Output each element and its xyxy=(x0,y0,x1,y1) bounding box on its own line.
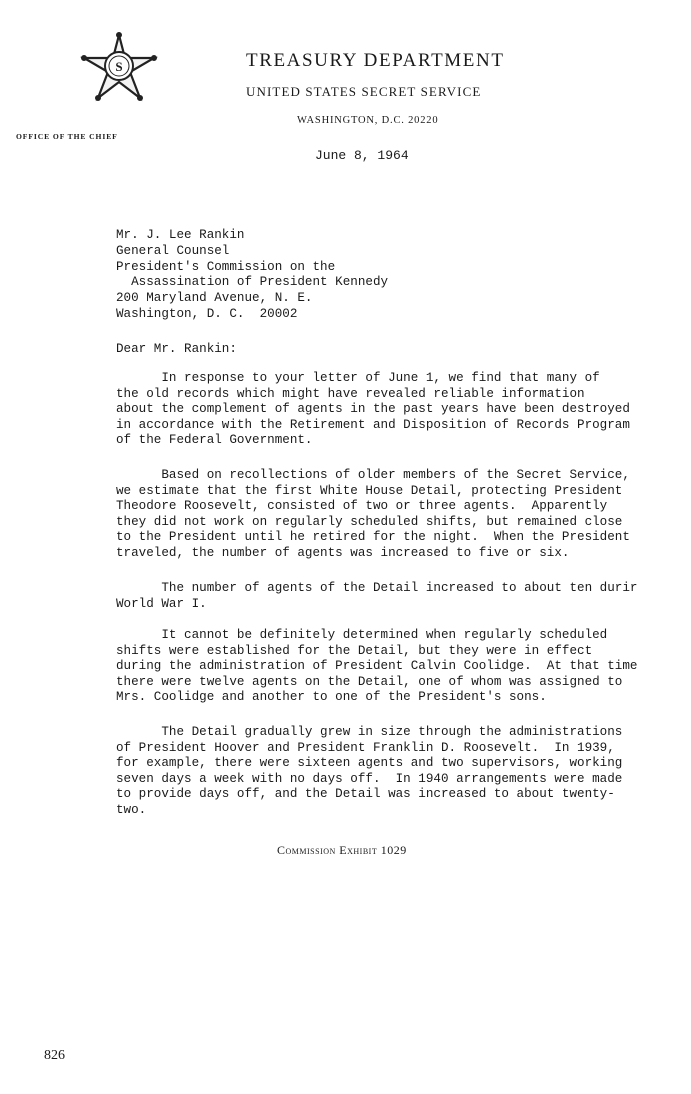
body-paragraph-5 xyxy=(116,725,622,819)
paragraph-line: we estimate that the first White House Detail, protecting President xyxy=(116,483,623,498)
paragraph-line: Based on recollections of older members of the Secret Service, xyxy=(116,468,630,482)
paragraph-line: in accordance with the Retirement and Disposition of Records Program xyxy=(116,417,630,432)
paragraph-line: It cannot be definitely determined when regularly scheduled xyxy=(116,628,608,642)
seal-letter: S xyxy=(115,59,123,74)
office-of-the-chief: OFFICE OF THE CHIEF xyxy=(16,132,118,141)
service-title: UNITED STATES SECRET SERVICE xyxy=(246,84,482,99)
paragraph-line: World War I. xyxy=(116,596,207,611)
paragraph-line: to the President until he retired for the night. When the President xyxy=(116,530,630,545)
paragraph-line: the old records which might have revealed reliable information xyxy=(116,386,585,401)
address-line: General Counsel xyxy=(116,243,230,258)
paragraph-line: of the Federal Government. xyxy=(116,433,313,448)
paragraph-line: of President Hoover and President Franklin D. Roosevelt. In 1939, xyxy=(116,740,615,755)
department-title: TREASURY DEPARTMENT xyxy=(246,50,505,71)
body-paragraph-2 xyxy=(116,468,630,562)
paragraph-line: The number of agents of the Detail increased to about ten durir xyxy=(116,581,638,595)
paragraph-line: The Detail gradually grew in size through the administrations xyxy=(116,725,623,739)
letter-date: June 8, 1964 xyxy=(315,148,409,163)
paragraph-line: seven days a week with no days off. In 1940 arrangements were made xyxy=(116,771,623,786)
page-number: 826 xyxy=(44,1048,65,1063)
address-line: Washington, D. C. 20002 xyxy=(116,306,298,321)
paragraph-line: they did not work on regularly scheduled shifts, but remained close xyxy=(116,514,623,529)
paragraph-line: Mrs. Coolidge and another to one of the President's sons. xyxy=(116,690,547,705)
address-line: President's Commission on the xyxy=(116,259,336,274)
paragraph-line: during the administration of President Calvin Coolidge. At that time xyxy=(116,659,638,674)
paragraph-line: there were twelve agents on the Detail, one of whom was assigned to xyxy=(116,674,623,689)
paragraph-line: to provide days off, and the Detail was increased to about twenty- xyxy=(116,787,615,802)
paragraph-line: In response to your letter of June 1, we find that many of xyxy=(116,371,600,385)
exhibit-label: Commission Exhibit 1029 xyxy=(277,843,407,857)
body-paragraph-1 xyxy=(116,371,630,449)
paragraph-line: two. xyxy=(116,802,147,817)
address-line: Mr. J. Lee Rankin xyxy=(116,228,245,242)
paragraph-line: shifts were established for the Detail, but they were in effect xyxy=(116,643,593,658)
address-line: Assassination of President Kennedy xyxy=(116,275,389,290)
letterhead-location: WASHINGTON, D.C. 20220 xyxy=(297,115,439,126)
paragraph-line: traveled, the number of agents was increased to five or six. xyxy=(116,545,570,560)
paragraph-line: for example, there were sixteen agents and two supervisors, working xyxy=(116,756,623,771)
recipient-address xyxy=(116,228,388,323)
salutation: Dear Mr. Rankin: xyxy=(116,342,237,356)
paragraph-line: about the complement of agents in the past years have been destroyed xyxy=(116,402,630,417)
paragraph-line: Theodore Roosevelt, consisted of two or three agents. Apparently xyxy=(116,499,608,514)
body-paragraph-4 xyxy=(116,628,637,706)
address-line: 200 Maryland Avenue, N. E. xyxy=(116,291,313,306)
body-paragraph-3 xyxy=(116,581,637,612)
secret-service-star-seal-icon xyxy=(78,32,160,104)
